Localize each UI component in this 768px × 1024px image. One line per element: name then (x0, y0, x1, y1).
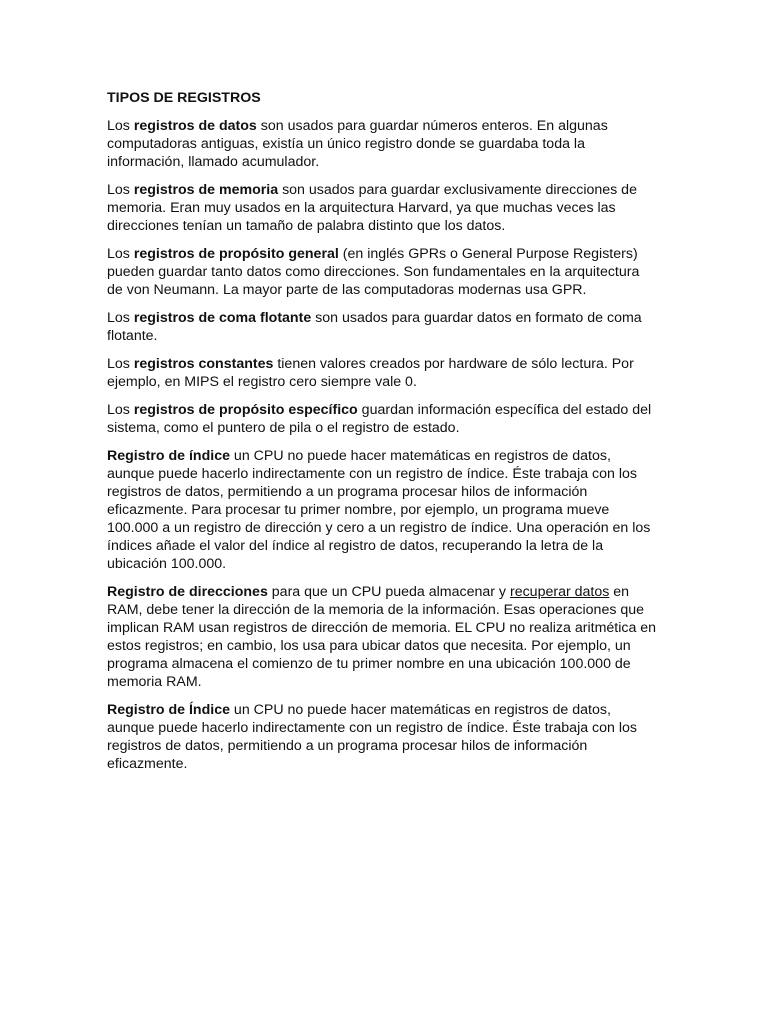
paragraph-body: en RAM, debe tener la dirección de la memoria de la información. Esas operaciones que implican RAM usan registros de dirección de memoria. EL CPU no realiza aritmética en estos registros; en cambio, los usa para ubicar datos que necesita. Por ejemplo, un programa almacena el comienzo de tu primer nombre en una ubicación 100.000 de memoria RAM. (107, 584, 657, 690)
term-proposito-especifico: registros de propósito específico (133, 402, 358, 418)
paragraph-body: (en inglés GPRs o General Purpose Registers) pueden guardar tanto datos como direcciones. Son fundamentales en la arquitectura de von Neumann. La mayor parte de las computadoras modernas usa GPR. (107, 246, 640, 298)
paragraph-registro-indice (107, 447, 659, 573)
paragraph-proposito-especifico (107, 401, 659, 437)
paragraph-coma-flotante (107, 309, 659, 345)
paragraph-constantes (107, 355, 659, 391)
paragraph-lead: Los (107, 356, 134, 372)
term-proposito-general: registros de propósito general (133, 246, 339, 262)
paragraph-lead: Los (107, 402, 134, 418)
paragraph-body: son usados para guardar números enteros. En algunas computadoras antiguas, existía un único registro donde se guardaba toda la información, llamado acumulador. (107, 118, 608, 170)
paragraph-body: un CPU no puede hacer matemáticas en registros de datos, aunque puede hacerlo indirectamente con un registro de índice. Éste trabaja con los registros de datos, permitiendo a un programa procesar hilos de información eficazmente. Para procesar tu primer nombre, por ejemplo, un programa mueve 100.000 a un registro de dirección y cero a un registro de índice. Una operación en los índices añade el valor del índice al registro de datos, recuperando la letra de la ubicación 100.000. (107, 448, 651, 572)
paragraph-lead: Los (107, 118, 134, 134)
paragraph-proposito-general (107, 245, 659, 299)
document-title: TIPOS DE REGISTROS (107, 90, 261, 106)
paragraph-lead: Los (107, 246, 134, 262)
paragraph-body: son usados para guardar exclusivamente direcciones de memoria. Eran muy usados en la arquitectura Harvard, ya que muchas veces las direcciones tenían un tamaño de palabra distinto que los datos. (107, 182, 637, 234)
term-registro-indice-2: Registro de Índice (107, 702, 230, 718)
term-registros-datos: registros de datos (133, 118, 257, 134)
paragraph-body: un CPU no puede hacer matemáticas en registros de datos, aunque puede hacerlo indirectamente con un registro de índice. Éste trabaja con los registros de datos, permitiendo a un programa procesar hilos de información eficazmente. (107, 702, 638, 772)
document-page (107, 89, 659, 783)
term-registro-indice: Registro de índice (107, 448, 230, 464)
paragraph-registro-indice-2 (107, 701, 659, 773)
paragraph-registro-direcciones (107, 583, 659, 691)
paragraph-lead: Los (107, 182, 134, 198)
link-recuperar-datos[interactable]: recuperar datos (509, 584, 610, 600)
paragraph-body: tienen valores creados por hardware de sólo lectura. Por ejemplo, en MIPS el registro cero siempre vale 0. (107, 356, 634, 390)
term-coma-flotante: registros de coma flotante (133, 310, 312, 326)
paragraph-body: guardan información específica del estado del sistema, como el puntero de pila o el registro de estado. (107, 402, 652, 436)
paragraph-lead: Los (107, 310, 134, 326)
paragraph-body: son usados para guardar datos en formato de coma flotante. (107, 310, 642, 344)
paragraph-registros-datos (107, 117, 659, 171)
term-registros-memoria: registros de memoria (133, 182, 279, 198)
paragraph-body-pre-link: para que un CPU pueda almacenar y (267, 584, 510, 600)
term-constantes: registros constantes (133, 356, 274, 372)
paragraph-registros-memoria (107, 181, 659, 235)
term-registro-direcciones: Registro de direcciones (107, 584, 268, 600)
